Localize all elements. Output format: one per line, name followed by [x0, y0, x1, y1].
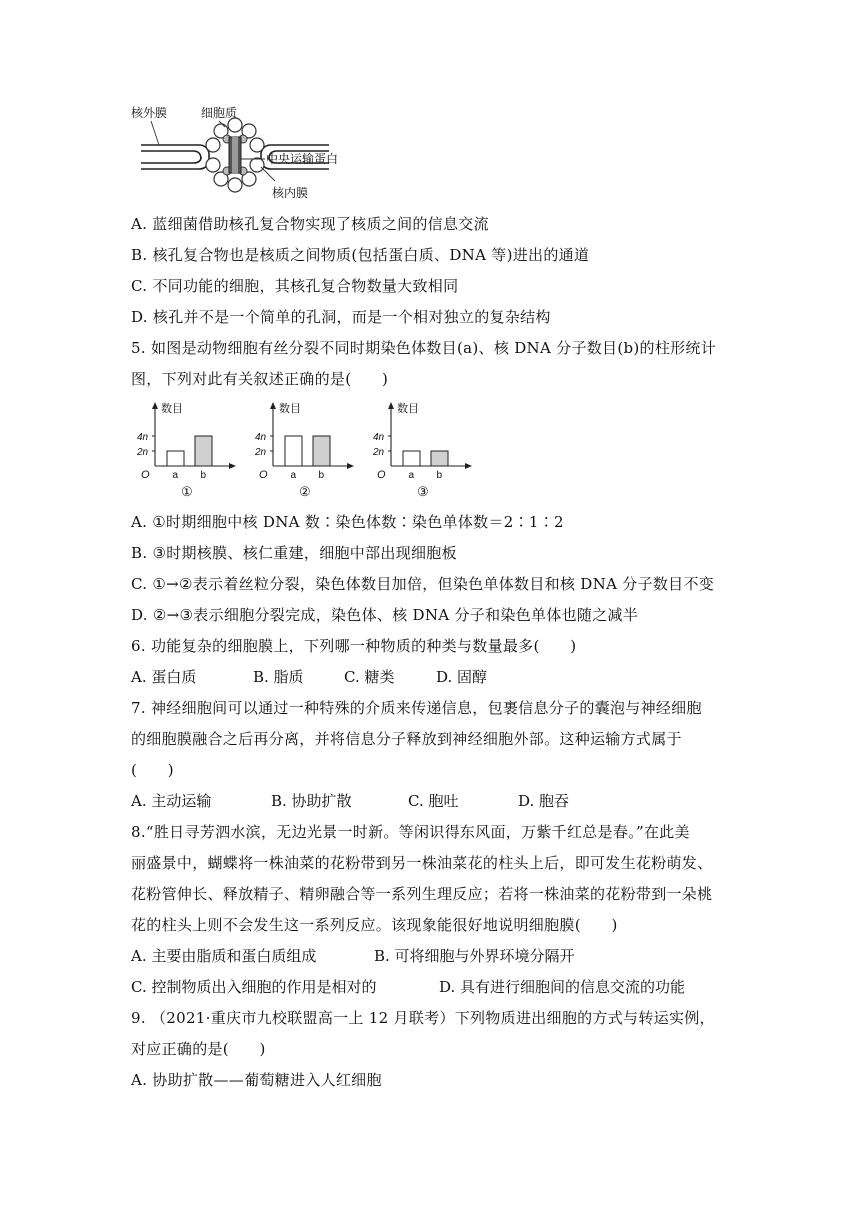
q4-option-d: D. 核孔并不是一个简单的孔洞，而是一个相对独立的复杂结构 [131, 308, 551, 326]
q7-option-a: A. 主动运输 [131, 792, 212, 810]
chart-1-y-label: 数目 [161, 403, 183, 415]
chart-3-y-arrow [388, 402, 394, 409]
q5-option-c: C. ①→②表示着丝粒分裂，染色体数目加倍，但染色单体数目和核 DNA 分子数目不变 [131, 575, 715, 593]
chart-2-origin-label: O [259, 469, 268, 481]
chart-1-bar-b [195, 436, 212, 466]
chart-3-tick-label-2n: 2n [373, 447, 385, 458]
chart-2-x-arrow [347, 463, 354, 469]
chart-2-y-label: 数目 [279, 403, 301, 415]
chart-3-origin-label: O [377, 469, 386, 481]
q5-stem-line-2: 图，下列对此有关叙述正确的是( ) [131, 370, 389, 388]
chart-1-category-b: b [200, 470, 207, 481]
q8-stem-line-3: 花粉管伸长、释放精子、精卵融合等一系列生理反应；若将一株油菜的花粉带到一朵桃 [131, 885, 713, 903]
q7-stem-line-1: 7. 神经细胞间可以通过一种特殊的介质来传递信息，包裹信息分子的囊泡与神经细胞 [131, 699, 702, 717]
q6-option-d: D. 固醇 [436, 668, 488, 686]
q6-option-c: C. 糖类 [344, 668, 395, 686]
q9-option-a: A. 协助扩散——葡萄糖进入人红细胞 [131, 1071, 382, 1089]
chart-3-category-a: a [408, 470, 415, 481]
q5-option-d: D. ②→③表示细胞分裂完成，染色体、核 DNA 分子和染色单体也随之减半 [131, 606, 639, 624]
q8-option-d: D. 具有进行细胞间的信息交流的功能 [439, 978, 686, 996]
chart-1-y-arrow [152, 402, 158, 409]
chart-1-x-arrow [229, 463, 236, 469]
chart-3-tick-label-4n: 4n [373, 432, 385, 443]
q9-stem-line-2: 对应正确的是( ) [131, 1040, 266, 1058]
q8-stem-line-4: 花的柱头上则不会发生这一系列反应。该现象能很好地说明细胞膜( ) [131, 916, 618, 934]
q7-stem-line-3: ( ) [131, 761, 174, 779]
chart-2-y-arrow [270, 402, 276, 409]
q4-option-c: C. 不同功能的细胞，其核孔复合物数量大致相同 [131, 277, 459, 295]
q7-option-b: B. 协助扩散 [271, 792, 352, 810]
q5-option-b: B. ③时期核膜、核仁重建，细胞中部出现细胞板 [131, 544, 457, 562]
label-cytoplasm: 细胞质 [201, 106, 238, 120]
chart-1-tick-label-4n: 4n [137, 432, 149, 443]
chart-2-category-b: b [318, 470, 325, 481]
q8-option-c: C. 控制物质出入细胞的作用是相对的 [131, 978, 377, 996]
chart-1-panel-label: ① [181, 484, 193, 499]
chart-3-y-label: 数目 [397, 403, 419, 415]
chart-2-tick-label-4n: 4n [255, 432, 267, 443]
label-inner-membrane: 核内膜 [272, 186, 309, 200]
label-outer-membrane: 核外膜 [131, 106, 168, 120]
q8-stem-line-2: 丽盛景中，蝴蝶将一株油菜的花粉带到另一株油菜花的柱头上后，即可发生花粉萌发、 [131, 854, 713, 872]
q5-stem-line-1: 5. 如图是动物细胞有丝分裂不同时期染色体数目(a)、核 DNA 分子数目(b)的柱形统计 [131, 339, 717, 357]
chart-2-tick-label-2n: 2n [255, 447, 267, 458]
q4-option-a: A. 蓝细菌借助核孔复合物实现了核质之间的信息交流 [131, 215, 489, 233]
chart-1-tick-label-2n: 2n [137, 447, 149, 458]
q7-option-c: C. 胞吐 [408, 792, 459, 810]
q5-bar-charts [135, 396, 485, 502]
q5-option-a: A. ①时期细胞中核 DNA 数∶染色体数∶染色单体数＝2∶1∶2 [131, 513, 564, 531]
chart-2-bar-b [313, 436, 330, 466]
q9-stem-line-1: 9. （2021·重庆市九校联盟高一上 12 月联考）下列物质进出细胞的方式与转运实例， [131, 1009, 715, 1027]
chart-3-panel-label: ③ [417, 484, 429, 499]
q6-option-a: A. 蛋白质 [131, 668, 197, 686]
chart-3-category-b: b [436, 470, 443, 481]
chart-2-bar-a [285, 436, 302, 466]
q7-stem-line-2: 的细胞膜融合之后再分离，并将信息分子释放到神经细胞外部。这种运输方式属于 [131, 730, 682, 748]
q8-option-a: A. 主要由脂质和蛋白质组成 [131, 947, 317, 965]
nuclear-pore-figure [129, 101, 351, 203]
chart-1-origin-label: O [141, 469, 150, 481]
q7-option-d: D. 胞吞 [518, 792, 570, 810]
chart-1-bar-a [167, 451, 184, 466]
chart-3-bar-a [403, 451, 420, 466]
chart-3-x-arrow [465, 463, 472, 469]
label-central-transporter: 中央运输蛋白 [266, 152, 339, 166]
q8-option-b: B. 可将细胞与外界环境分隔开 [374, 947, 575, 965]
chart-1-category-a: a [172, 470, 179, 481]
chart-3-bar-b [431, 451, 448, 466]
q4-option-b: B. 核孔复合物也是核质之间物质(包括蛋白质、DNA 等)进出的通道 [131, 246, 590, 264]
q8-stem-line-1: 8.“胜日寻芳泗水滨，无边光景一时新。等闲识得东风面，万紫千红总是春。”在此美 [131, 823, 690, 841]
q6-option-b: B. 脂质 [253, 668, 304, 686]
q6-stem: 6. 功能复杂的细胞膜上，下列哪一种物质的种类与数量最多( ) [131, 637, 577, 655]
chart-2-panel-label: ② [299, 484, 311, 499]
chart-2-category-a: a [290, 470, 297, 481]
